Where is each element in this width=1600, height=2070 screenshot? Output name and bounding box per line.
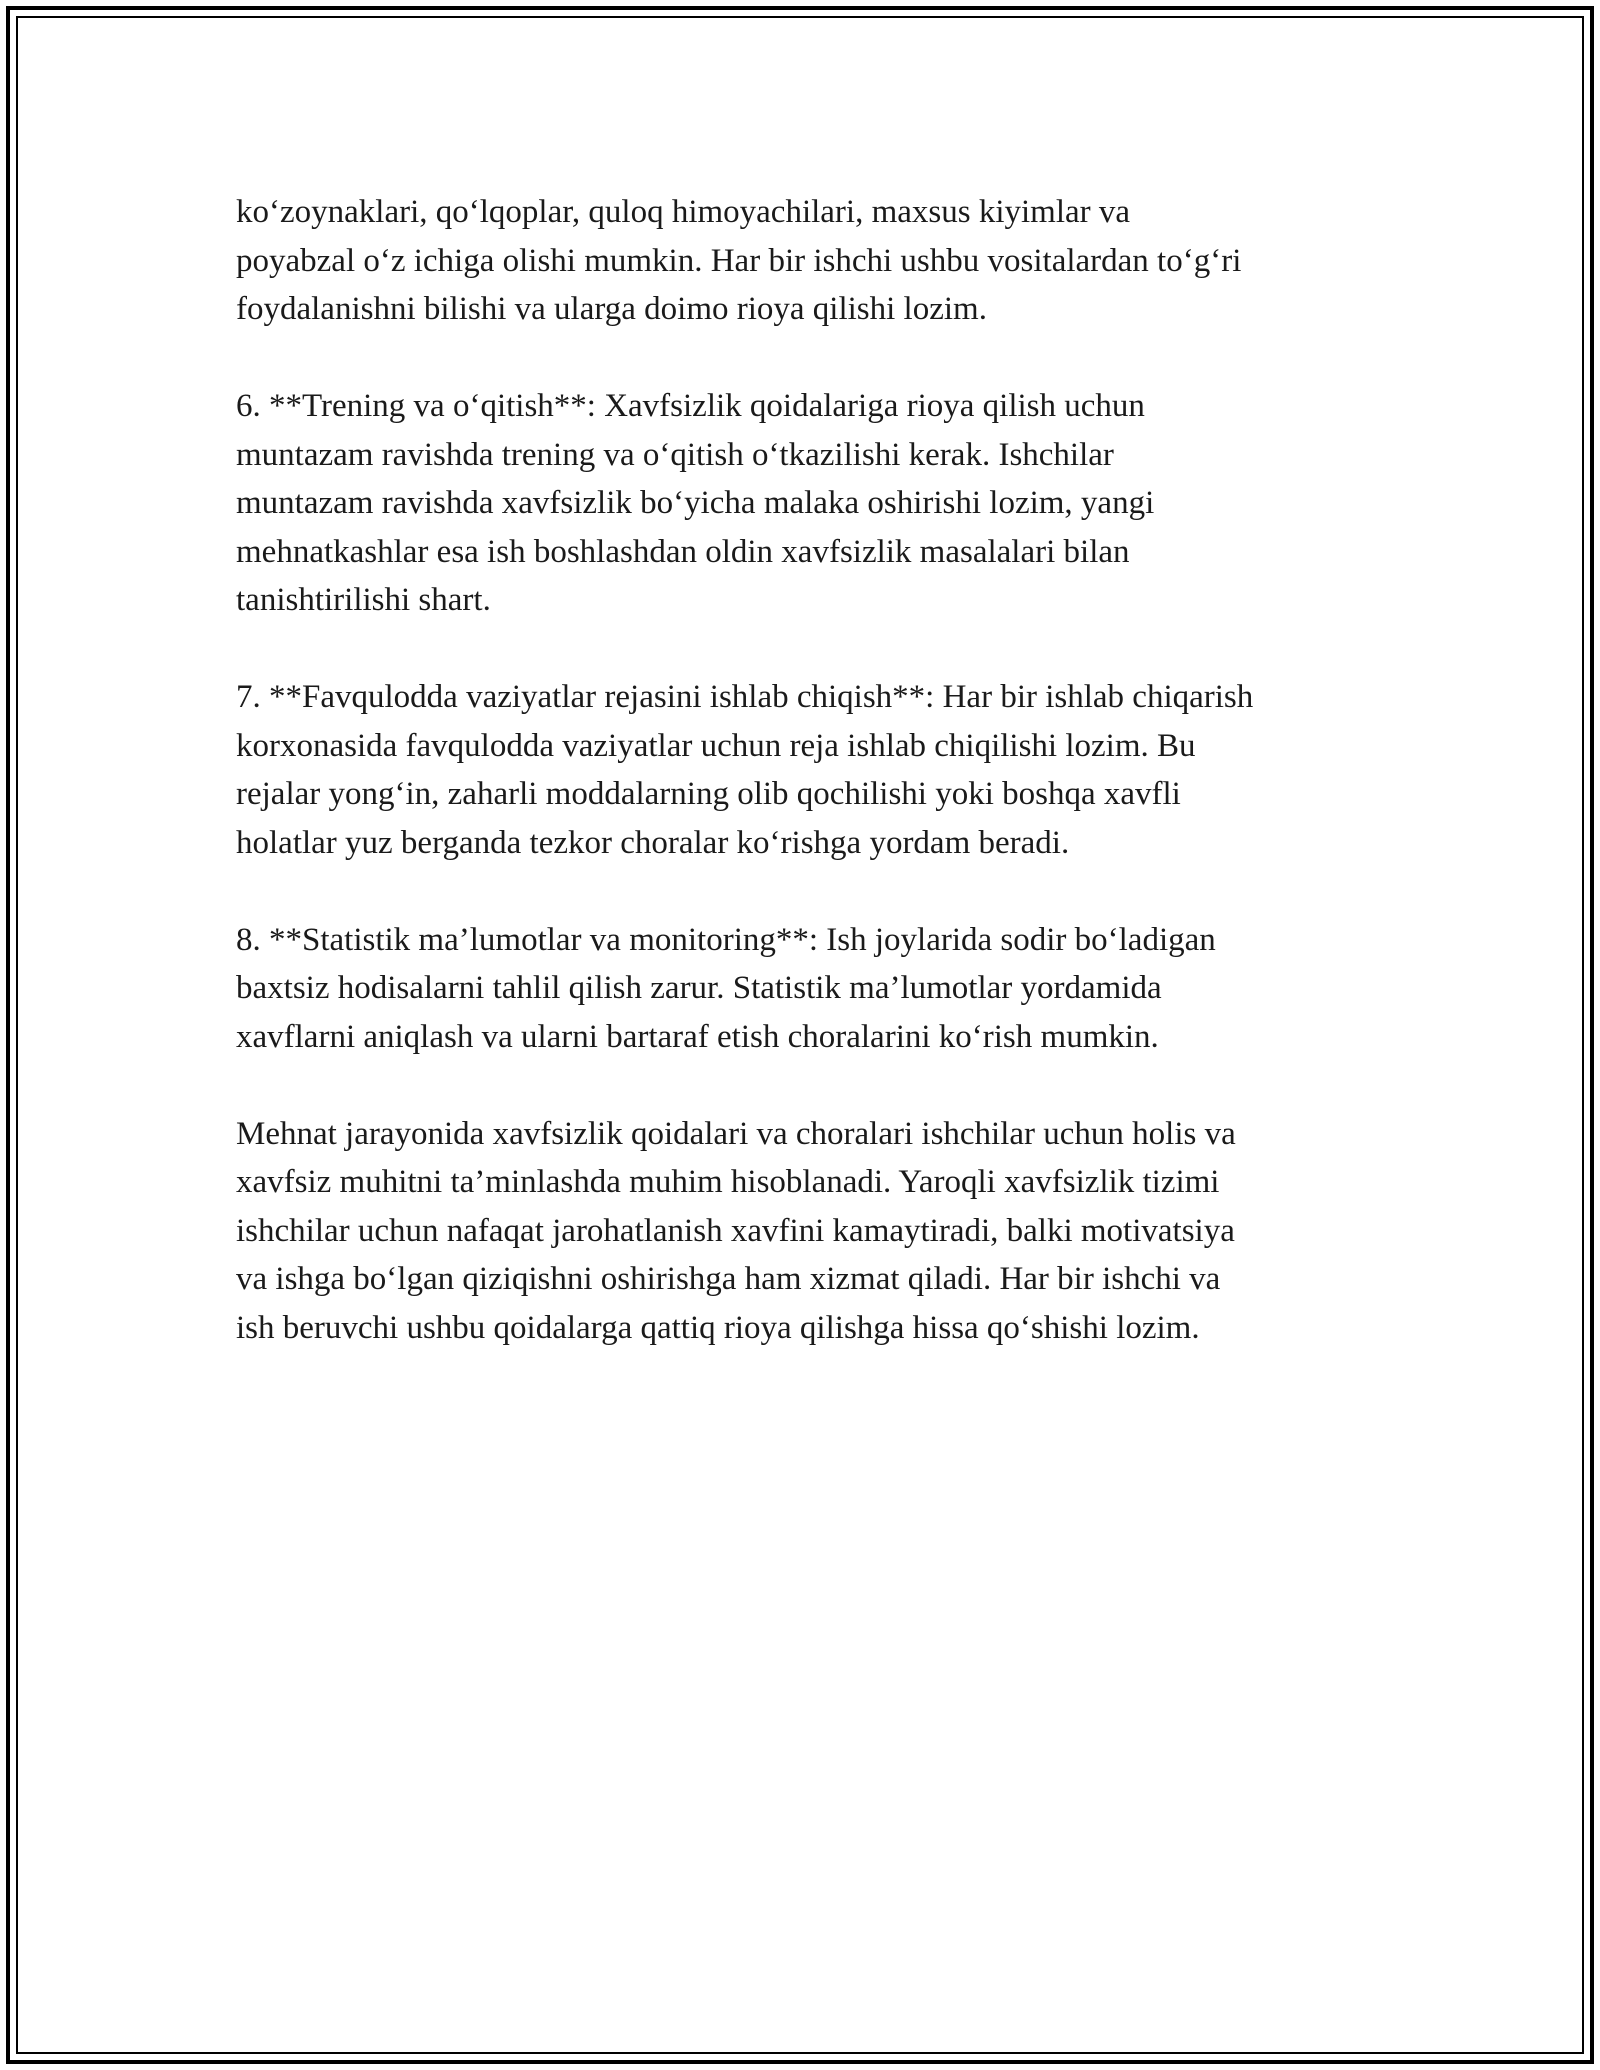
text-line: tanishtirilishi shart.	[236, 582, 491, 618]
text-line: 6. **Trening va o‘qitish**: Xavfsizlik qoidalariga rioya qilish uchun	[236, 388, 1145, 424]
text-line: mehnatkashlar esa ish boshlashdan oldin xavfsizlik masalalari bilan	[236, 533, 1130, 570]
text-line: korxonasida favqulodda vaziyatlar uchun reja ishlab chiqilishi lozim. Bu	[236, 727, 1196, 764]
text-line: xavflarni aniqlash va ularni bartaraf etish choralarini ko‘rish mumkin.	[236, 1018, 1159, 1055]
text-line: xavfsiz muhitni ta’minlashda muhim hisoblanadi. Yaroqli xavfsizlik tizimi	[236, 1164, 1220, 1200]
text-line: Mehnat jarayonida xavfsizlik qoidalari va choralari ishchilar uchun holis va	[236, 1115, 1236, 1152]
text-line: muntazam ravishda trening va o‘qitish o‘tkazilishi kerak. Ishchilar	[236, 436, 1114, 473]
text-line: 7. **Favqulodda vaziyatlar rejasini ishlab chiqish**: Har bir ishlab chiqarish	[236, 679, 1254, 715]
text-line: ishchilar uchun nafaqat jarohatlanish xavfini kamaytiradi, balki motivatsiya	[236, 1212, 1235, 1249]
text-line: 8. **Statistik ma’lumotlar va monitoring**: Ish joylarida sodir bo‘ladigan	[236, 921, 1216, 958]
text-line: holatlar yuz berganda tezkor choralar ko‘rishga yordam beradi.	[236, 824, 1070, 861]
text-line: muntazam ravishda xavfsizlik bo‘yicha malaka oshirishi lozim, yangi	[236, 485, 1155, 521]
text-line: poyabzal o‘z ichiga olishi mumkin. Har bir ishchi ushbu vositalardan to‘g‘ri	[236, 242, 1242, 279]
paragraph-training	[236, 382, 1386, 625]
text-line: foydalanishni bilishi va ularga doimo rioya qilishi lozim.	[236, 291, 987, 327]
paragraph-conclusion	[236, 1110, 1386, 1353]
text-line: rejalar yong‘in, zaharli moddalarning olib qochilishi yoki boshqa xavfli	[236, 776, 1181, 812]
text-line: ish beruvchi ushbu qoidalarga qattiq rioya qilishga hissa qo‘shishi lozim.	[236, 1309, 1200, 1346]
paragraph-statistics	[236, 916, 1386, 1062]
paragraph-emergency-plan	[236, 673, 1386, 867]
paragraph-ppe-continuation	[236, 188, 1386, 334]
text-line: ko‘zoynaklari, qo‘lqoplar, quloq himoyachilari, maxsus kiyimlar va	[236, 194, 1131, 230]
text-line: va ishga bo‘lgan qiziqishni oshirishga ham xizmat qiladi. Har bir ishchi va	[236, 1261, 1221, 1297]
document-body	[236, 188, 1386, 1401]
text-line: baxtsiz hodisalarni tahlil qilish zarur. Statistik ma’lumotlar yordamida	[236, 970, 1162, 1006]
